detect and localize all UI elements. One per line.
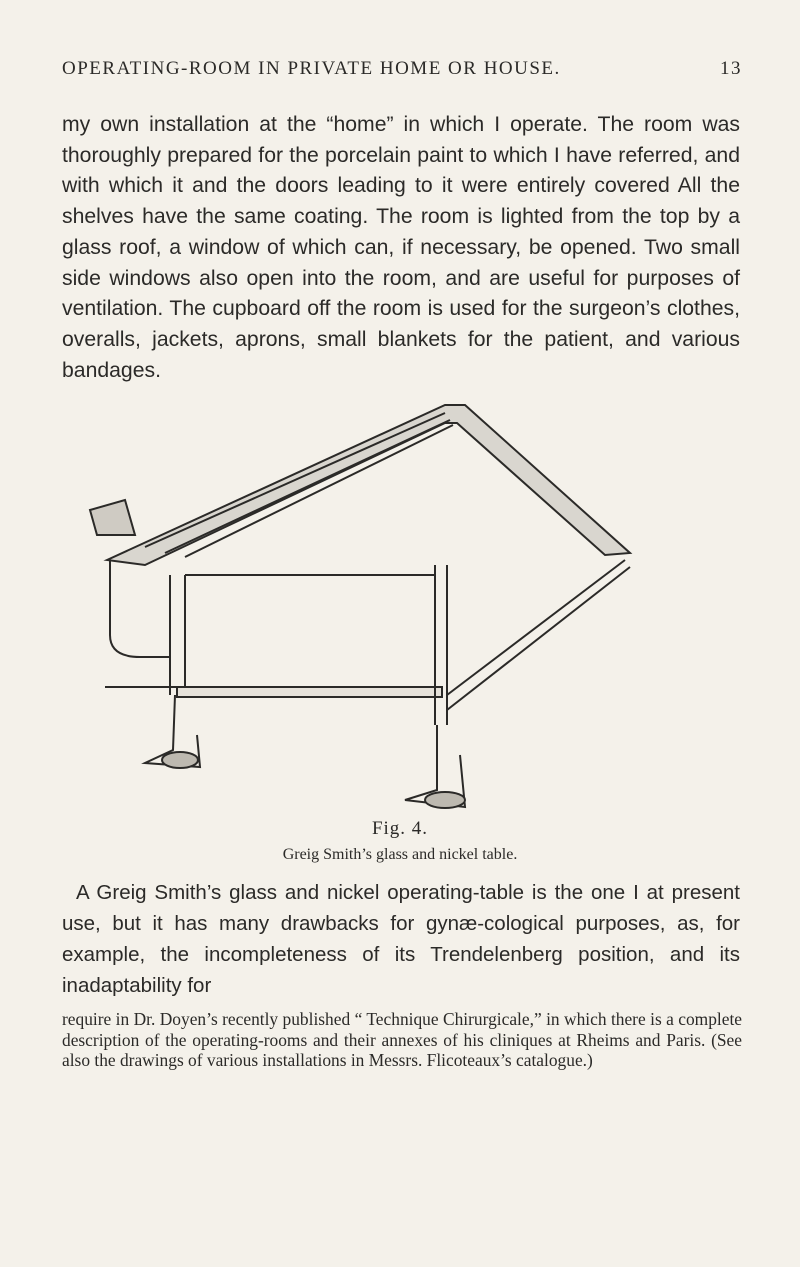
- footnote: require in Dr. Doyen’s recently published “ Technique Chirurgicale,” in which there is a complete description of the operating-rooms and their annexes of his cliniques at Rheims and Paris. (See also the drawings of various installations in Messrs. Flicoteaux’s catalogue.): [62, 1009, 742, 1070]
- glass-top-edge-3: [185, 425, 453, 557]
- diagonal-support-2: [447, 567, 630, 710]
- figure-caption: Greig Smith’s glass and nickel table.: [282, 846, 518, 863]
- glass-top-edge-1: [145, 413, 445, 547]
- right-wheel: [425, 792, 465, 808]
- running-header: [62, 58, 742, 80]
- body-paragraph-1: my own installation at the “home” in which I operate. The room was thoroughly prepared for the porcelain paint to which I have referred, and with which it and the doors leading to it were entirely covered All the shelves have the same coating. The room is lighted from the top by a glass roof, a window of which can, if necessary, be opened. Two small side windows also open into the room, and are useful for purposes of ventilation. The cupboard off the room is used for the surgeon’s clothes, overalls, jackets, aprons, small blankets for the patient, and various bandages.: [62, 113, 740, 382]
- figure-operating-table: [85, 395, 655, 815]
- page-number: 13: [720, 58, 742, 79]
- figure-label: Fig. 4.: [371, 818, 429, 839]
- body-paragraph-2: A Greig Smith’s glass and nickel operating-table is the one I at present use, but it has many drawbacks for gynæ-cological purposes, as, for example, the incompleteness of its Trendelenberg position, and its inadaptability for: [62, 881, 740, 997]
- glass-top-plate: [107, 405, 630, 565]
- head-rest: [90, 500, 135, 535]
- lower-bar: [177, 687, 442, 697]
- left-frame: [110, 560, 170, 657]
- diagonal-support: [447, 560, 625, 695]
- glass-top-edge-2: [165, 420, 450, 553]
- running-header-title: OPERATING-ROOM IN PRIVATE HOME OR HOUSE.: [62, 58, 561, 79]
- operating-table-illustration: [85, 395, 655, 815]
- left-wheel: [162, 752, 198, 768]
